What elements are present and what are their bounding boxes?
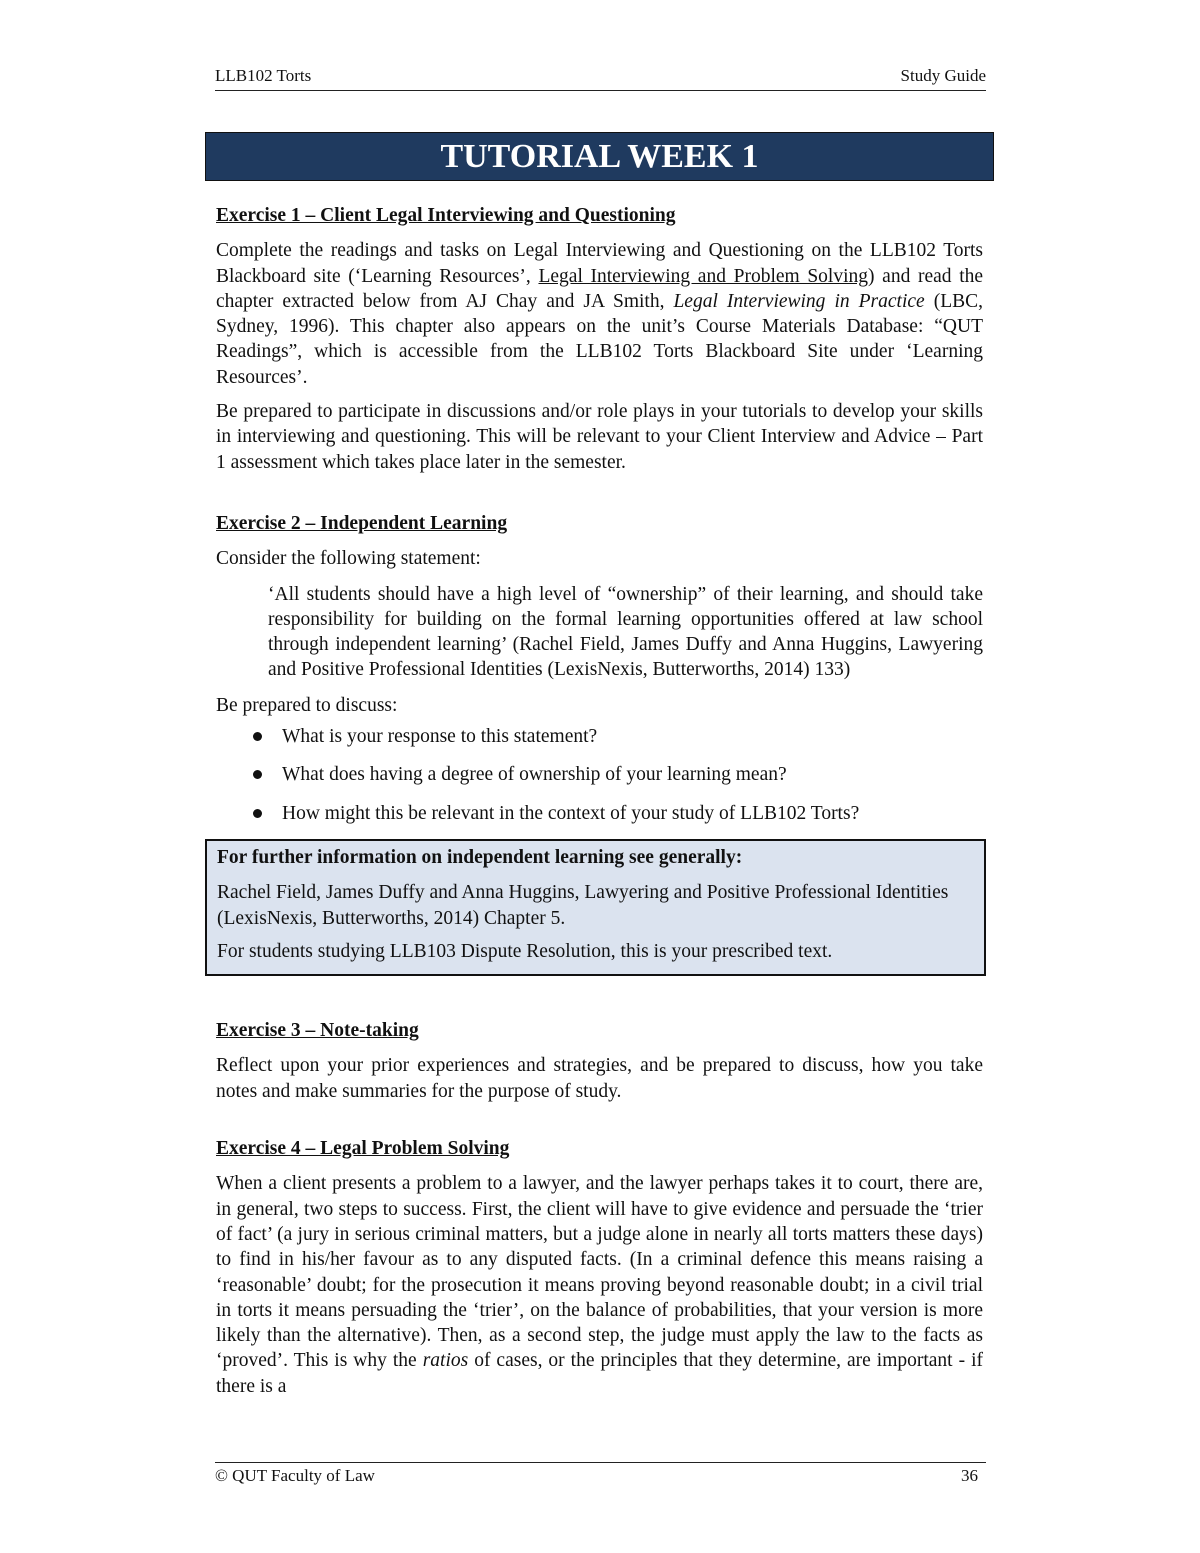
- page-number: 36: [961, 1466, 978, 1485]
- header-doc-type: Study Guide: [900, 66, 986, 85]
- exercise-1-heading: Exercise 1 – Client Legal Interviewing and Questioning: [216, 205, 676, 226]
- discussion-bullet-list: [216, 724, 983, 826]
- page-header: [215, 66, 986, 91]
- tutorial-title-banner: TUTORIAL WEEK 1: [205, 132, 994, 181]
- further-information-box: [205, 839, 986, 976]
- exercise-1-paragraph-1: Complete the readings and tasks on Legal Interviewing and Questioning on the LLB102 Torts Blackboard site (‘Learning Resources’, Legal Interviewing and Problem Solving) and read the chapter extracted below from AJ Chay and JA Smith, Legal Interviewing in Practice (LBC, Sydney, 1996). This chapter also appears on the unit’s Course Materials Database: “QUT Readings”, which is accessible from the LLB102 Torts Blackboard Site under ‘Learning Resources’.: [216, 240, 984, 388]
- info-box-reference: Rachel Field, James Duffy and Anna Huggins, Lawyering and Positive Professional Identities (LexisNexis, Butterworths, 2014) Chapter 5.: [217, 882, 949, 929]
- exercise-4-paragraph: When a client presents a problem to a lawyer, and the lawyer perhaps takes it to court, there are, in general, two steps to success. First, the client will have to give evidence and persuade the ‘trier of fact’ (a jury in serious criminal matters, but a judge alone in nearly all torts matters these days) to find in his/her favour as to any disputed facts. (In a criminal defence this means raising a ‘reasonable’ doubt; for the prosecution it means proving beyond reasonable doubt; in a civil trial in torts it means persuading the ‘trier’, on the balance of probabilities, that your version is more likely than the alternative). Then, as a second step, the judge must apply the law to the facts as ‘proved’. This is why the ratios of cases, or the principles that they determine, are important - if there is a: [216, 1173, 983, 1397]
- exercise-2-heading: Exercise 2 – Independent Learning: [216, 512, 508, 534]
- page-content: [216, 203, 983, 1408]
- exercise-2-quote: ‘All students should have a high level of “ownership” of their learning, and should take responsibility for building on the formal learning opportunities offered at law school through independent learning’ (Rachel Field, James Duffy and Anna Huggins, Lawyering and Positive Professional Identities (LexisNexis, Butterworths, 2014) 133): [268, 583, 983, 681]
- book-title: Legal Interviewing in Practice: [673, 290, 925, 312]
- list-item: What is your response to this statement?: [216, 724, 983, 749]
- exercise-3-heading: Exercise 3 – Note-taking: [216, 1020, 419, 1042]
- legal-interviewing-link[interactable]: Legal Interviewing and Problem Solving: [538, 265, 869, 287]
- page-footer: [215, 1462, 986, 1489]
- exercise-4-heading: Exercise 4 – Legal Problem Solving: [216, 1138, 510, 1160]
- list-item: How might this be relevant in the context of your study of LLB102 Torts?: [216, 801, 983, 826]
- exercise-2-intro: Consider the following statement:: [216, 548, 481, 570]
- list-item: What does having a degree of ownership of your learning mean?: [216, 762, 983, 787]
- header-course: LLB102 Torts: [215, 66, 312, 85]
- info-box-note: For students studying LLB103 Dispute Resolution, this is your prescribed text.: [217, 940, 833, 962]
- exercise-2-prompt: Be prepared to discuss:: [216, 694, 398, 716]
- ratios-term: ratios: [422, 1350, 469, 1372]
- exercise-3-paragraph: Reflect upon your prior experiences and strategies, and be prepared to discuss, how you take notes and make summaries for the purpose of study.: [216, 1055, 983, 1102]
- footer-copyright: © QUT Faculty of Law: [215, 1466, 375, 1485]
- bullet-icon: [253, 809, 262, 818]
- bullet-icon: [253, 770, 262, 779]
- exercise-1-paragraph-2: Be prepared to participate in discussions and/or role plays in your tutorials to develop your skills in interviewing and questioning. This will be relevant to your Client Interview and Advice – Part 1 assessment which takes place later in the semester.: [216, 401, 983, 473]
- bullet-icon: [253, 732, 262, 741]
- info-box-title: For further information on independent learning see generally:: [217, 846, 743, 868]
